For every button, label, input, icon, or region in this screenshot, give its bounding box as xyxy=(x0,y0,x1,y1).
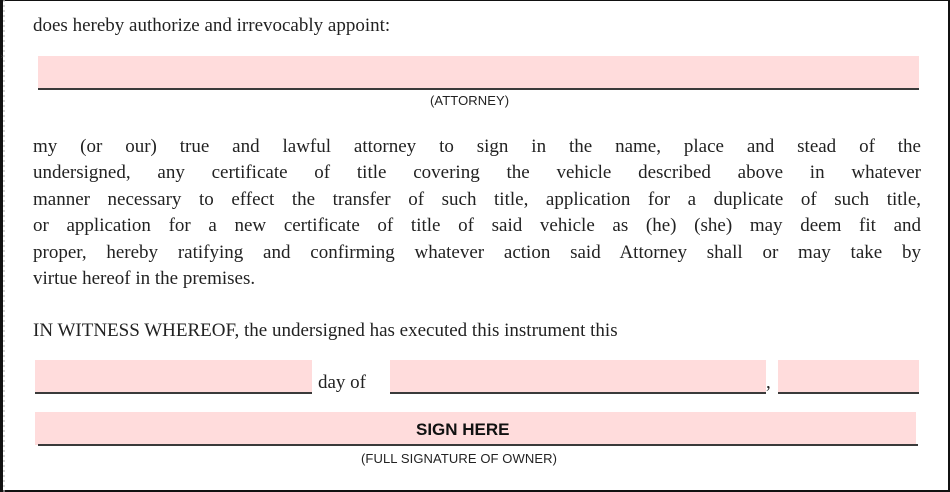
witness-line: IN WITNESS WHEREOF, the undersigned has executed this instrument this xyxy=(33,320,618,341)
month-input[interactable] xyxy=(390,360,766,393)
paragraph-line: proper, hereby ratifying and confirming whatever action said Attorney shall or may take by xyxy=(33,241,921,263)
signature-caption: (FULL SIGNATURE OF OWNER) xyxy=(361,451,558,466)
attorney-caption: (ATTORNEY) xyxy=(430,93,510,108)
authorization-paragraph xyxy=(33,134,921,292)
day-of-label: day of xyxy=(318,372,367,393)
paragraph-line: my (or our) true and lawful attorney to sign in the name, place and stead of the xyxy=(33,136,921,157)
year-input[interactable] xyxy=(778,360,919,393)
year-underline xyxy=(778,392,919,394)
paragraph-line: virtue hereof in the premises. xyxy=(33,268,256,290)
attorney-underline xyxy=(38,88,919,90)
cursor-icon: › xyxy=(0,52,4,62)
signature-underline xyxy=(38,444,918,446)
attorney-input[interactable] xyxy=(38,56,919,88)
paragraph-line: or application for a new certificate of title of said vehicle as (he) (she) may deem fit and xyxy=(33,215,921,237)
sign-here-label: SIGN HERE xyxy=(416,420,510,439)
paragraph-line: undersigned, any certificate of title covering the vehicle described above in whatever xyxy=(33,162,921,184)
day-input[interactable] xyxy=(35,360,312,393)
page-edge xyxy=(3,0,5,492)
date-comma: , xyxy=(766,372,771,393)
intro-line: does hereby authorize and irrevocably appoint: xyxy=(33,15,391,36)
day-underline xyxy=(35,392,312,394)
paragraph-line: manner necessary to effect the transfer of such title, application for a duplicate of such title, xyxy=(33,188,921,210)
signature-field[interactable] xyxy=(35,412,916,445)
month-underline xyxy=(390,392,766,394)
